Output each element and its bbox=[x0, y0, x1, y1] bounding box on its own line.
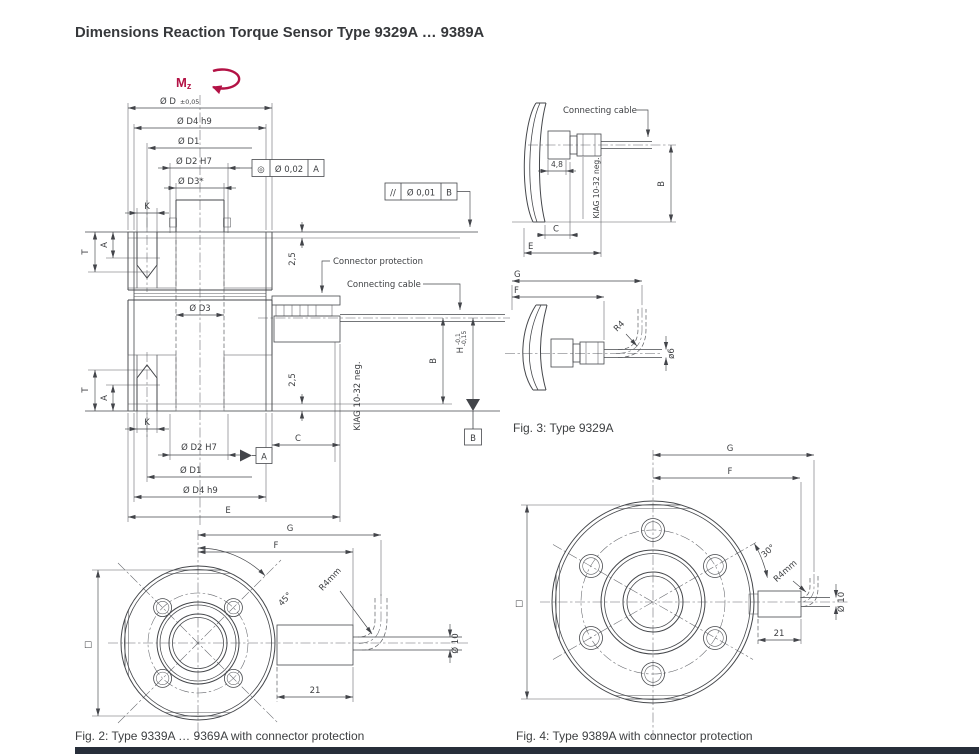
main-dimensions bbox=[81, 96, 482, 517]
fig4-dim-21-label: 21 bbox=[773, 629, 785, 639]
fcf-datum: B bbox=[446, 188, 452, 199]
fig4-square-symbol: □ bbox=[514, 599, 524, 609]
fig3-knurl-side bbox=[551, 339, 573, 367]
fig2-drawing bbox=[75, 524, 470, 743]
main-section-drawing bbox=[81, 70, 510, 526]
dim-c-label: C bbox=[295, 434, 301, 444]
fig3-dim-o6-label: ø6 bbox=[667, 348, 677, 359]
dim-gap-top-label: 2,5 bbox=[288, 252, 298, 266]
dim-d1-label: Ø D1 bbox=[178, 137, 200, 147]
knurled-connector bbox=[274, 316, 340, 342]
dim-d3star-label: Ø D3* bbox=[178, 177, 204, 187]
dim-h-label: $H^{-0,1}-0,15$ bbox=[455, 330, 469, 354]
dim-k-bot-label: K bbox=[144, 418, 150, 428]
dim-d2-label: Ø D2 H7 bbox=[176, 157, 212, 167]
fig4-dim-o10-label: Ø 10 bbox=[837, 591, 847, 613]
dim-t-top-label: T bbox=[81, 249, 91, 255]
fig4-connector-block bbox=[758, 591, 801, 617]
fig2-r4mm-label: R4mm bbox=[317, 566, 344, 594]
dim-k-top-label: K bbox=[144, 202, 150, 212]
fig2-angle-45-label: 45° bbox=[276, 590, 295, 609]
fig3-drawing bbox=[505, 103, 677, 435]
connector-protection-label: Connector protection bbox=[333, 257, 423, 267]
fig2-dim-f-label: F bbox=[273, 541, 279, 551]
datum-a-label: A bbox=[261, 452, 267, 463]
datum-b-label: B bbox=[470, 434, 476, 444]
fig3-thread-label: KIAG 10-32 neg. bbox=[592, 157, 601, 219]
connector-protection-cap bbox=[272, 296, 340, 305]
fig3-caption: Fig. 3: Type 9329A bbox=[513, 421, 614, 435]
fig2-caption: Fig. 2: Type 9339A … 9369A with connector protection bbox=[75, 729, 365, 743]
dim-d3-label: Ø D3 bbox=[189, 304, 211, 314]
fig3-connecting-cable-label: Connecting cable bbox=[563, 106, 637, 116]
connecting-cable-label: Connecting cable bbox=[347, 280, 421, 290]
dim-d-label: Ø D ±0,05 bbox=[160, 97, 200, 107]
fig3-dim-e-label: E bbox=[528, 242, 534, 252]
dim-a-bot-label: A bbox=[100, 395, 110, 401]
fig3-dim-b-label: B bbox=[657, 181, 667, 187]
fig4-drawing bbox=[515, 444, 848, 743]
fcf-symbol: // bbox=[390, 188, 396, 199]
dim-b-label: B bbox=[429, 358, 439, 364]
fig3-dim-48-label: 4,8 bbox=[551, 160, 563, 169]
dim-t-bot-label: T bbox=[81, 387, 91, 393]
dim-d4-label: Ø D4 h9 bbox=[177, 117, 212, 127]
datum-triangle-icon bbox=[240, 450, 252, 462]
fig3-dim-g-label: G bbox=[514, 270, 521, 280]
fig4-angle-30-label: 30° bbox=[759, 542, 778, 561]
fig4-r4mm-label: R4mm bbox=[771, 558, 800, 585]
fig2-connector-block bbox=[277, 625, 353, 665]
fig3-dim-f-label: F bbox=[514, 286, 519, 296]
footer-bar bbox=[75, 747, 979, 754]
fig4-caption: Fig. 4: Type 9389A with connector protection bbox=[516, 729, 753, 743]
fcf-parallelism bbox=[385, 183, 470, 227]
rotation-arrow-icon bbox=[213, 70, 239, 89]
fcf-concentricity bbox=[252, 160, 324, 177]
page-title: Dimensions Reaction Torque Sensor Type 9329A … 9389A bbox=[75, 25, 485, 41]
connector-assembly bbox=[272, 296, 505, 342]
dim-d2-bot-label: Ø D2 H7 bbox=[181, 443, 217, 453]
fcf-value: Ø 0,01 bbox=[406, 188, 436, 199]
fig2-square-symbol: □ bbox=[83, 640, 93, 650]
datum-triangle-icon bbox=[466, 399, 480, 411]
fcf-value: Ø 0,02 bbox=[274, 165, 304, 175]
thread-spec-label: KIAG 10-32 neg. bbox=[353, 361, 363, 431]
dim-d1-bot-label: Ø D1 bbox=[180, 466, 202, 476]
fig2-dim-g-label: G bbox=[286, 524, 294, 534]
dim-d4-bot-label: Ø D4 h9 bbox=[183, 486, 218, 496]
fcf-symbol: ◎ bbox=[257, 165, 265, 175]
dim-gap-bot-label: 2,5 bbox=[288, 373, 298, 387]
fig4-dim-g-label: G bbox=[726, 444, 734, 454]
mz-torque-label: Mz bbox=[176, 75, 192, 91]
fig4-dim-f-label: F bbox=[727, 467, 733, 477]
fcf-datum: A bbox=[313, 165, 319, 175]
fig3-disc-profile bbox=[524, 103, 546, 222]
dim-a-top-label: A bbox=[100, 242, 110, 248]
fig3-dim-r4-label: R4 bbox=[612, 319, 628, 335]
fig3-side-disc bbox=[523, 305, 547, 390]
fig3-dim-c-label: C bbox=[553, 224, 559, 235]
fig2-dim-21-label: 21 bbox=[309, 686, 321, 696]
dim-e-label: E bbox=[225, 506, 231, 516]
fig2-dim-o10-label: Ø 10 bbox=[451, 633, 461, 654]
